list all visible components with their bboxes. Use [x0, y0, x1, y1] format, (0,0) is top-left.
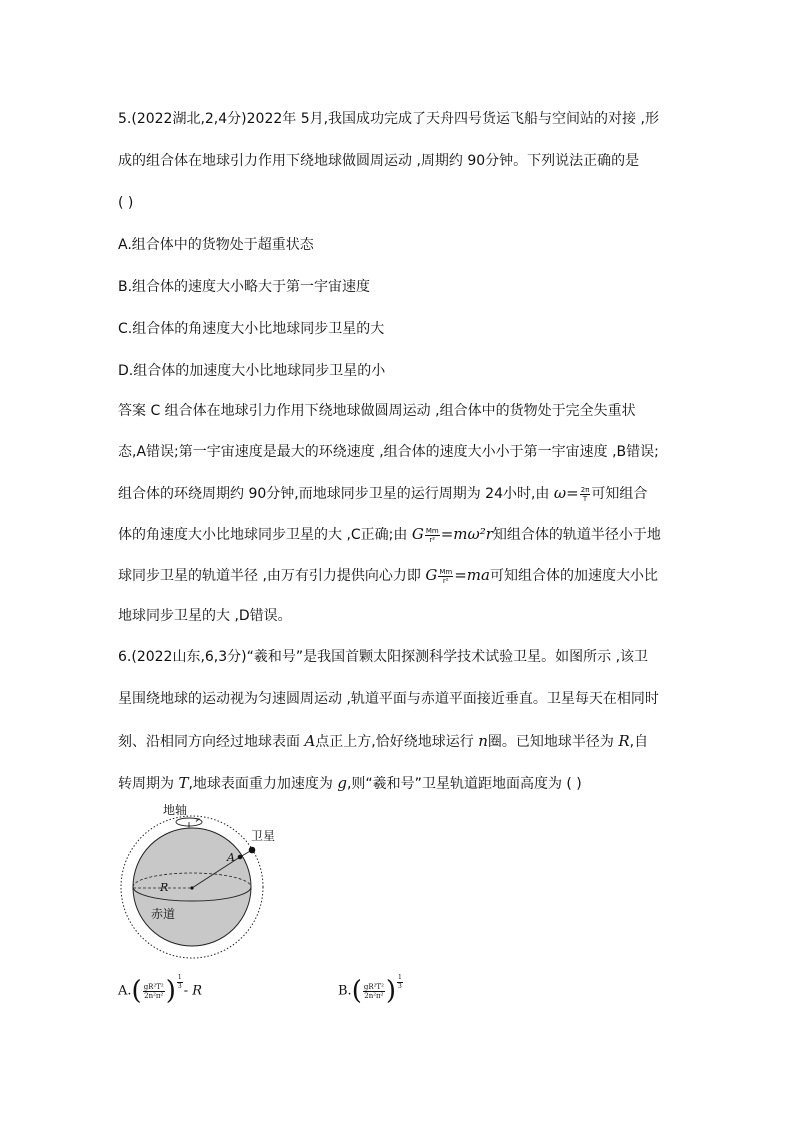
n-symbol: n [478, 732, 488, 750]
answer-line-3-text-b: 可知组合 [591, 486, 648, 502]
answer-line-1: 答案 C 组合体在地球引力作用下绕地球做圆周运动 ,组合体中的货物处于完全失重状 [118, 403, 636, 419]
q5-stem-line-1: 5.(2022湖北,2,4分)2022年 5月,我国成功完成了天舟四号货运飞船与空间站的对接 ,形 [118, 111, 659, 127]
answer-line-5-text-a: 球同步卫星的轨道半径 ,由万有引力提供向心力即 [118, 568, 426, 584]
q6-line3-text-b: 点正上方,恰好绕地球运行 [315, 734, 479, 750]
q5-answer-paren: ( ) [118, 195, 134, 211]
rotation-arrow-head-icon [195, 819, 199, 822]
earth-satellite-figure [115, 800, 280, 970]
satellite-label: 卫星 [251, 829, 276, 843]
q6-line4-text-a: 转周期为 [118, 776, 179, 792]
q6-line3-text-c: 圈。已知地球半径为 [487, 734, 619, 750]
q6-line4-text-b: ,地球表面重力加速度为 [188, 776, 338, 792]
q5-option-c: C.组合体的角速度大小比地球同步卫星的大 [118, 321, 385, 337]
g-symbol: g [337, 774, 347, 792]
q6-line3-text-d: ,自 [629, 734, 649, 750]
option-b-fraction: $\frac{\text{gR²T²}}{\text{2n²π²}}$ [363, 982, 384, 1000]
point-a [238, 855, 243, 860]
point-a-symbol: A [304, 732, 316, 750]
omega-formula: ω= [553, 484, 579, 502]
q5-option-a: A.组合体中的货物处于超重状态 [118, 237, 314, 253]
q6-line4-text-c: ,则“羲和号”卫星轨道距地面高度为 ( ) [346, 776, 582, 792]
q5-stem-line-2: 成的组合体在地球引力作用下绕地球做圆周运动 ,周期约 90分钟。下列说法正确的是 [118, 153, 640, 169]
axis-label: 地轴 [163, 803, 188, 817]
fraction-mm-over-r2-2: $\frac{Mm}{\text{r²}}$ [439, 567, 453, 585]
acceleration-formula: =ma [454, 566, 490, 584]
q6-line3-text-a: 刻、沿相同方向经过地球表面 [118, 734, 305, 750]
gravity-constant-g: G [411, 525, 424, 543]
option-b-exponent: $\frac{1}{3}$ [398, 974, 402, 990]
center-point [190, 886, 193, 889]
q5-option-d: D.组合体的加速度大小比地球同步卫星的小 [118, 363, 386, 379]
option-a-suffix: - R [183, 983, 203, 999]
t-symbol: T [178, 774, 189, 792]
option-a-fraction: $\frac{\text{gR²T²}}{\text{2n²π²}}$ [143, 982, 164, 1000]
r-symbol: R [618, 732, 630, 750]
q6-stem-line-2: 星围绕地球的运动视为匀速圆周运动 ,轨道平面与赤道平面接近垂直。卫星每天在相同时 [118, 691, 659, 707]
gravity-constant-g-2: G [425, 566, 438, 584]
option-a-exponent: $\frac{1}{3}$ [177, 974, 182, 990]
fraction-2pi-over-t: $\frac{2\pi}{T}$ [580, 485, 590, 503]
answer-line-4-text-b: 知组合体的轨道半径小于地 [492, 527, 661, 543]
answer-line-4-text-a: 体的角速度大小比地球同步卫星的大 ,C正确;由 [118, 527, 412, 543]
option-b-prefix: B. [338, 983, 352, 999]
radius-label: R [160, 881, 169, 894]
q6-stem-line-4 [118, 774, 582, 793]
q6-stem-line-3 [118, 732, 648, 751]
equator-label: 赤道 [151, 907, 176, 921]
q6-option-a: A.( $\frac{\text{gR²T²}}{\text{2n²π²}}$ ) $\frac{1}{3}$ - R [118, 974, 203, 1006]
answer-line-5-text-b: 可知组合体的加速度大小比 [489, 568, 658, 584]
answer-line-2: 态,A错误;第一宇宙速度是最大的环绕速度 ,组合体的速度大小小于第一宇宙速度 ,B错误; [118, 444, 659, 460]
answer-line-5 [118, 566, 658, 585]
q6-option-b: B.( $\frac{\text{gR²T²}}{\text{2n²π²}}$ ) $\frac{1}{3}$ [338, 974, 402, 1006]
answer-line-3-text-a: 组合体的环绕周期约 90分钟,而地球同步卫星的运行周期为 24小时,由 [118, 486, 554, 502]
centripetal-formula: =mω²r [440, 525, 493, 543]
q6-stem-line-1: 6.(2022山东,6,3分)“羲和号”是我国首颗太阳探测科学技术试验卫星。如图所示 ,该卫 [118, 649, 649, 665]
point-a-label: A [227, 851, 235, 864]
q5-option-b: B.组合体的速度大小略大于第一宇宙速度 [118, 279, 371, 295]
fraction-mm-over-r2: $\frac{Mm}{\text{r²}}$ [425, 526, 439, 544]
satellite-dot [249, 847, 256, 854]
answer-line-4 [118, 525, 661, 544]
option-a-prefix: A. [118, 983, 132, 999]
answer-line-6: 地球同步卫星的大 ,D错误。 [118, 608, 292, 624]
answer-line-3 [118, 484, 647, 503]
